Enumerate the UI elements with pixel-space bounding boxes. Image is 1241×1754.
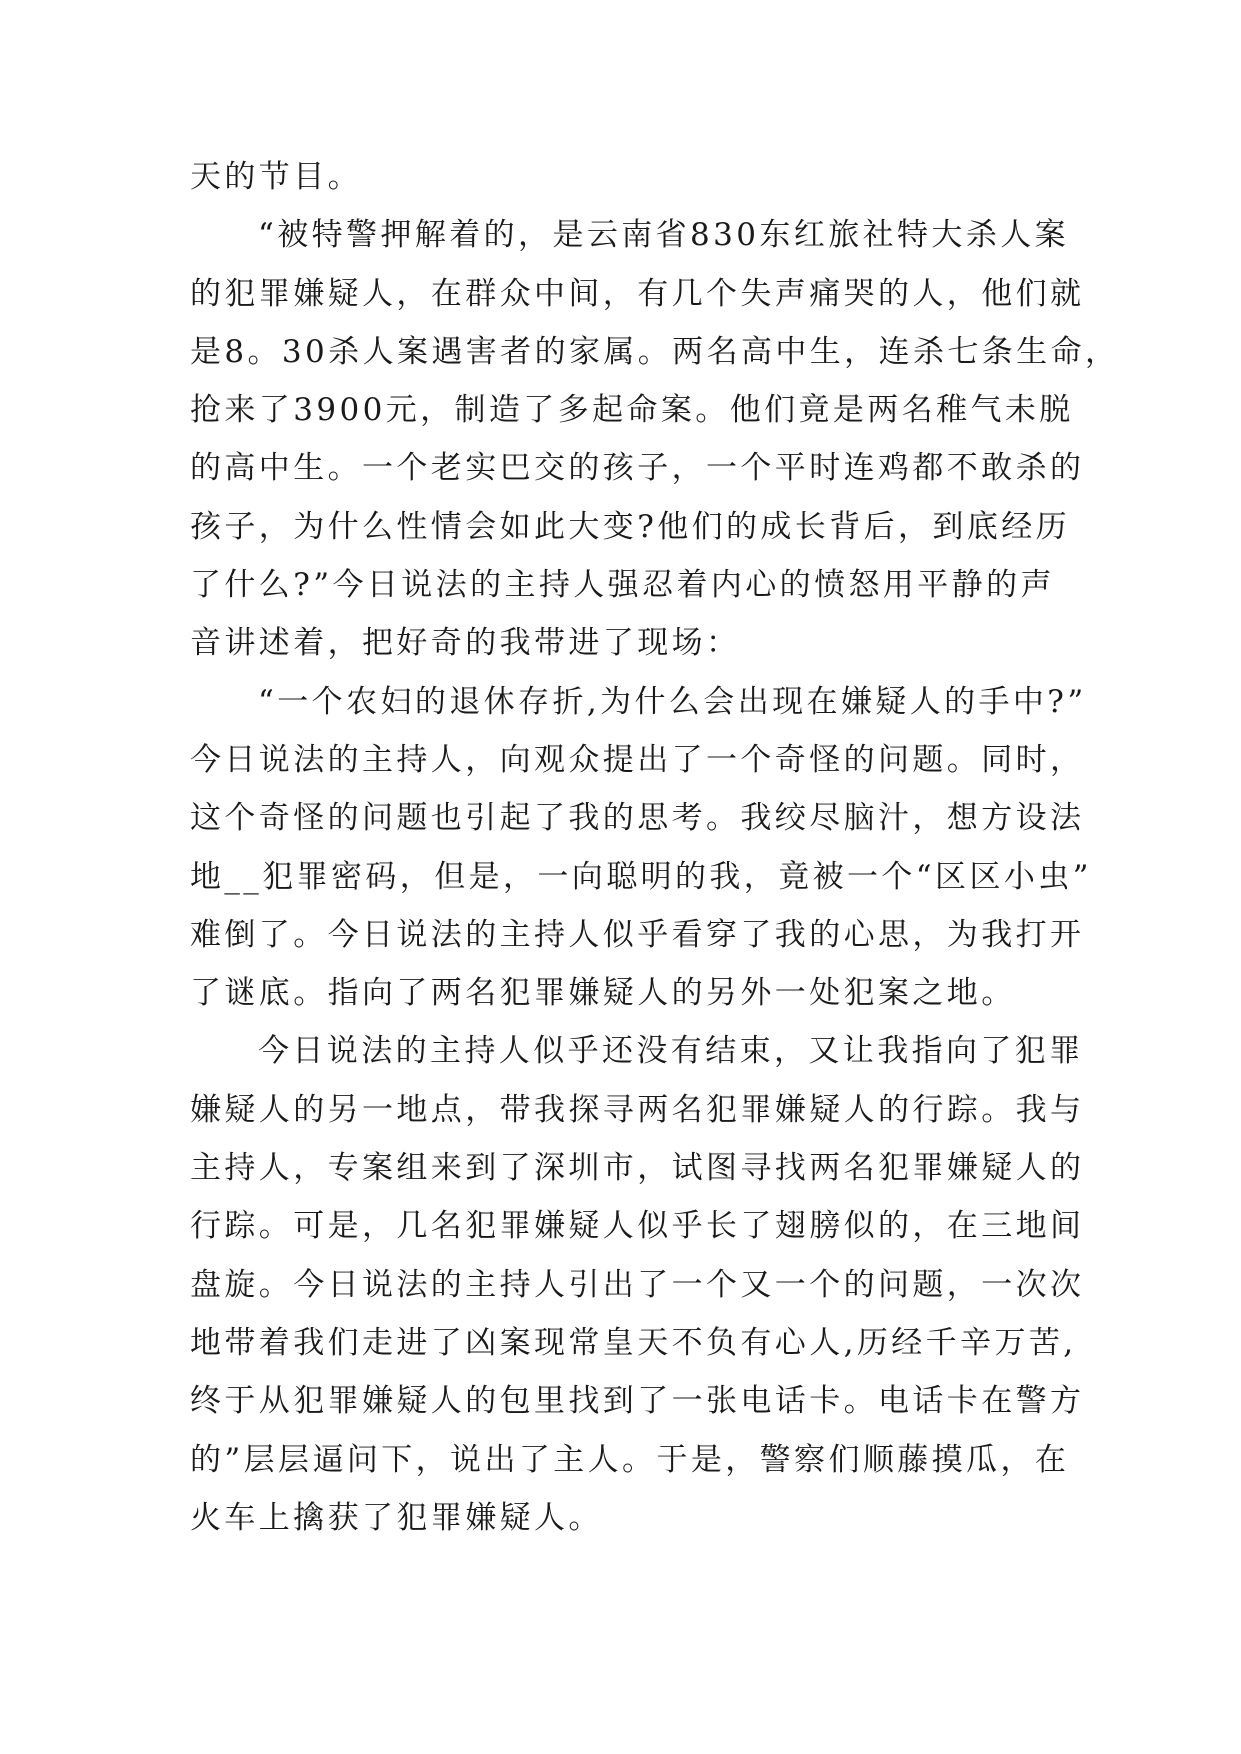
text-line: 今日说法的主持人似乎还没有结束，又让我指向了犯罪 [258,1033,1084,1070]
text-line: 地__犯罪密码，但是，一向聪明的我，竟被一个“区区小虫” [190,858,1092,895]
text-line: 主持人，专案组来到了深圳市，试图寻找两名犯罪嫌疑人的 [190,1150,1085,1187]
text-line: 嫌疑人的另一地点，带我探寻两名犯罪嫌疑人的行踪。我与 [190,1091,1085,1128]
text-line: 火车上擒获了犯罪嫌疑人。 [190,1499,603,1536]
text-line: 的高中生。一个老实巴交的孩子，一个平时连鸡都不敢杀的 [190,450,1085,487]
text-line: 音讲述着，把好奇的我带进了现场： [190,625,741,662]
text-line: 是8。30杀人案遇害者的家属。两名高中生，连杀七条生命， [190,333,1120,370]
text-line: 地带着我们走进了凶案现常皇天不负有心人,历经千辛万苦, [190,1324,1077,1361]
text-line: 了谜底。指向了两名犯罪嫌疑人的另外一处犯案之地。 [190,975,1016,1012]
text-line: “一个农妇的退休存折,为什么会出现在嫌疑人的手中?” [258,683,1087,720]
article-body [190,148,1120,1547]
text-line: 孩子，为什么性情会如此大变?他们的成长背后，到底经历 [190,508,1071,545]
text-line: 难倒了。今日说法的主持人似乎看穿了我的心思，为我打开 [190,916,1085,953]
text-line: 盘旋。今日说法的主持人引出了一个又一个的问题，一次次 [190,1266,1085,1303]
text-line: 行踪。可是，几名犯罪嫌疑人似乎长了翅膀似的，在三地间 [190,1208,1085,1245]
text-line: 今日说法的主持人，向观众提出了一个奇怪的问题。同时， [190,741,1085,778]
text-line: 的”层层逼问下，说出了主人。于是，警察们顺藤摸瓜，在 [190,1441,1070,1478]
text-line: “被特警押解着的，是云南省830东红旅社特大杀人案 [258,217,1070,254]
text-line: 天的节目。 [190,159,362,195]
text-line: 的犯罪嫌疑人，在群众中间，有几个失声痛哭的人，他们就 [190,275,1085,312]
text-line: 了什么?”今日说法的主持人强忍着内心的愤怒用平静的声 [190,567,1055,604]
text-line: 抢来了3900元，制造了多起命案。他们竟是两名稚气未脱 [190,392,1074,429]
text-line: 终于从犯罪嫌疑人的包里找到了一张电话卡。电话卡在警方 [190,1383,1085,1420]
text-line: 这个奇怪的问题也引起了我的思考。我绞尽脑汁，想方设法 [190,800,1085,837]
